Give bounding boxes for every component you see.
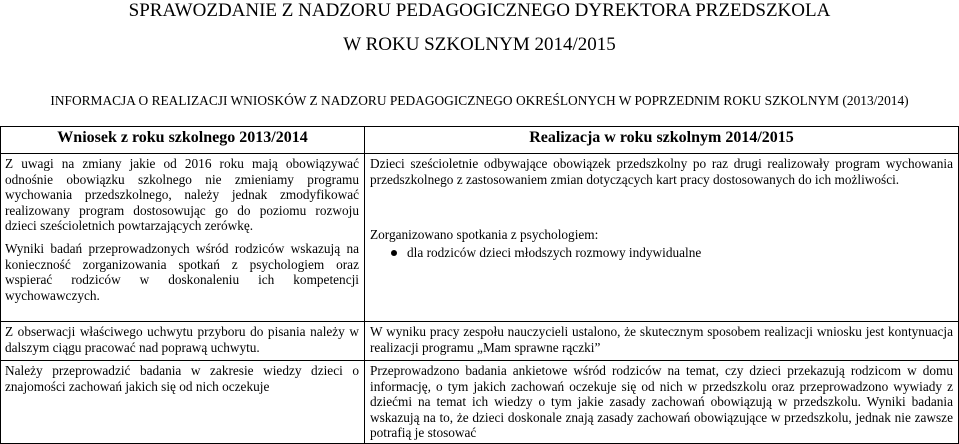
bullet-icon bbox=[391, 250, 397, 256]
bullet-list bbox=[370, 245, 953, 261]
table-row bbox=[1, 154, 959, 322]
table-row bbox=[1, 361, 959, 444]
column-header-realization: Realizacja w roku szkolnym 2014/2015 bbox=[365, 127, 959, 154]
realization-text: Dzieci sześcioletnie odbywające obowiązek przedszkolny po raz drugi realizowały program wychowania przedszkolnego z zastosowaniem zmian dotyczących kart pracy dostosowanych do ich możliwości. bbox=[370, 156, 953, 187]
realization-cell bbox=[365, 154, 959, 322]
realization-text: Zorganizowano spotkania z psychologiem: bbox=[370, 227, 599, 243]
document-title: SPRAWOZDANIE Z NADZORU PEDAGOGICZNEGO DYREKTORA PRZEDSZKOLA bbox=[128, 0, 831, 21]
school-year-title: W ROKU SZKOLNYM 2014/2015 bbox=[343, 34, 616, 55]
list-item bbox=[407, 245, 953, 261]
table-header-row bbox=[1, 127, 959, 154]
list-item-text: dla rodziców dzieci młodszych rozmowy indywidualne bbox=[407, 244, 702, 260]
section-subtitle: INFORMACJA O REALIZACJI WNIOSKÓW Z NADZORU PEDAGOGICZNEGO OKREŚLONYCH W POPRZEDNIM ROKU SZKOLNYM (2013/2014) bbox=[50, 93, 909, 108]
realization-cell bbox=[365, 361, 959, 444]
conclusion-text: Należy przeprowadzić badania w zakresie wiedzy dzieci o znajomości zachowań jakich się od nich oczekuje bbox=[5, 363, 359, 394]
conclusion-cell bbox=[1, 322, 365, 361]
conclusion-cell bbox=[1, 154, 365, 322]
conclusion-text: Wyniki badań przeprowadzonych wśród rodziców wskazują na konieczność zorganizowania spotkań z psychologiem oraz wspierać rodziców w doskonaleniu ich kompetencji wychowawczych. bbox=[5, 240, 359, 303]
column-header-conclusion: Wniosek z roku szkolnego 2013/2014 bbox=[1, 127, 365, 154]
conclusion-text: Z uwagi na zmiany jakie od 2016 roku mają obowiązywać odnośnie obowiązku szkolnego nie zmieniamy programu wychowania przedszkolnego, należy jednak zmodyfikować realizowany program dostosowując go do poziomu rozwoju dzieci sześcioletnich powtarzających zerówkę. bbox=[5, 156, 359, 234]
realization-text: W wyniku pracy zespołu nauczycieli ustalono, że skutecznym sposobem realizacji wniosku jest kontynuacja realizacji programu „Mam sprawne rączki” bbox=[370, 324, 953, 355]
realization-text: Przeprowadzono badania ankietowe wśród rodziców na temat, czy dzieci przekazują rodzicom w domu informację, o tym jakich zachowań oczekuje się od nich w przedszkolu oraz przeprowadzono wywiady z dziećmi na temat ich wiedzy o tym jakie zasady zachowań obowiązują w przedszkolu. Wyniki badania wskazują na to, że dzieci doskonale znają zasady zachowań obowiązujące w przedszkolu, jednak nie zawsze potrafią je stosować bbox=[370, 363, 953, 441]
conclusions-table bbox=[0, 126, 959, 444]
conclusion-cell bbox=[1, 361, 365, 444]
realization-cell bbox=[365, 322, 959, 361]
table-row bbox=[1, 322, 959, 361]
conclusion-text: Z obserwacji właściwego uchwytu przyboru do pisania należy w dalszym ciągu pracować nad poprawą uchwytu. bbox=[5, 324, 359, 355]
